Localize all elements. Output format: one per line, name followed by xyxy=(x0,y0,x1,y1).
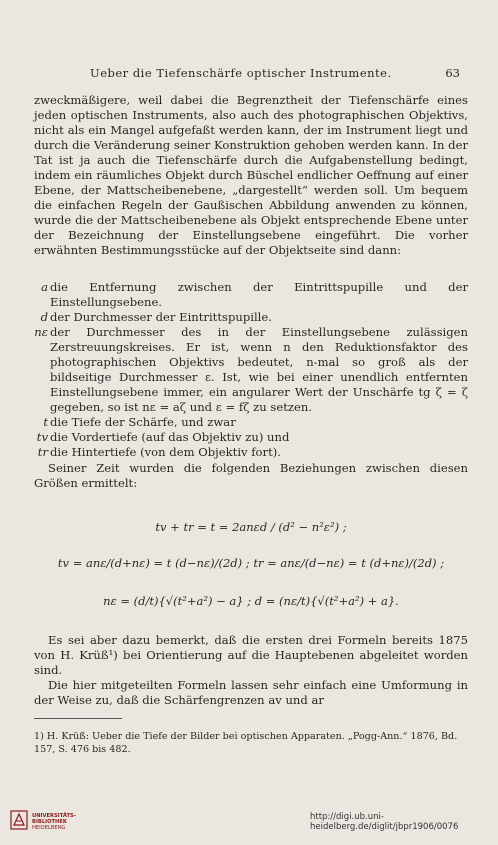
definition-text: die Vordertiefe (auf das Objektiv zu) und xyxy=(50,430,290,444)
definition-symbol: d xyxy=(40,310,48,324)
definition-item xyxy=(34,430,468,445)
paragraph-transformation: Die hier mitgeteilten Formeln lassen sehr einfach eine Umformung in der Weise zu, daß die Schärfengrenzen av und ar xyxy=(34,678,468,707)
paragraph-remark: Es sei aber dazu bemerkt, daß die ersten drei Formeln bereits 1875 von H. Krüß¹) bei Orientierung auf die Hauptebenen abgeleitet worden sind. xyxy=(34,633,468,677)
definition-symbol: a xyxy=(41,280,48,294)
definition-symbol: nε xyxy=(34,325,48,339)
definition-text: die Tiefe der Schärfe, und zwar xyxy=(50,415,236,429)
definition-item xyxy=(34,445,468,460)
library-name-line3: HEIDELBERG xyxy=(32,825,66,831)
source-url-link[interactable]: http://digi.ub.uni-heidelberg.de/diglit/jbpr1906/0076 xyxy=(310,812,459,832)
equation-1: tv + tr = t = 2anεd / (d² − n²ε²) ; xyxy=(155,520,347,534)
equation-3: nε = (d/t){√(t²+a²) − a} ; d = (nε/t){√(t²+a²) + a}. xyxy=(103,594,399,608)
paragraph-relations: Seiner Zeit wurden die folgenden Beziehungen zwischen diesen Größen ermittelt: xyxy=(34,461,468,490)
library-name-line2: BIBLIOTHEK xyxy=(32,819,67,825)
paragraph-intro: zweckmäßigere, weil dabei die Begrenztheit der Tiefenschärfe eines jeden optischen Instruments, also auch des photographischen Objektivs, nicht als ein Mangel aufgefaßt werden kann, der im Instrument liegt und durch die Veränderung seiner Konstruktion gehoben werden kann. In der Tat ist ja auch die Tiefenschärfe durch die Aufgabenstellung bedingt, indem ein räumliches Objekt durch Büschel endlicher Oeffnung auf einer Ebene, der Mattscheibenebene, „dargestellt“ werden soll. Um bequem die einfachen Regeln der Gaußischen Abbildung anwenden zu können, wurde die der Mattscheibenebene als Objekt entsprechende Ebene unter der Bezeichnung der Einstellungsebene eingeführt. Die vorher erwähnten Bestimmungsstücke auf der Objektseite sind dann: xyxy=(34,93,468,257)
footnote-rule xyxy=(34,718,122,719)
definition-text: die Hintertiefe (von dem Objektiv fort). xyxy=(50,445,281,459)
definition-item xyxy=(34,310,468,325)
definition-symbol: t xyxy=(43,415,48,429)
page-number: 63 xyxy=(445,66,460,80)
library-name-line1: UNIVERSITÄTS- xyxy=(32,813,76,819)
equation-2: tv = anε/(d+nε) = t (d−nε)/(2d) ; tr = anε/(d−nε) = t (d+nε)/(2d) ; xyxy=(57,556,445,570)
running-title: Ueber die Tiefenschärfe optischer Instrumente. xyxy=(90,66,392,80)
definition-text: die Entfernung zwischen der Eintrittspupille und der Einstellungsebene. xyxy=(50,280,468,309)
main-text xyxy=(34,93,468,258)
definition-item xyxy=(34,280,468,310)
footnote: 1) H. Krüß: Ueber die Tiefe der Bilder bei optischen Apparaten. „Pogg-Ann.“ 1876, Bd. 157, S. 476 bis 482. xyxy=(34,731,458,755)
library-emblem-icon xyxy=(10,810,28,830)
definition-item xyxy=(34,325,468,415)
definition-symbol: tr xyxy=(37,445,48,459)
definition-list xyxy=(34,280,468,491)
definition-text: der Durchmesser des in der Einstellungsebene zulässigen Zerstreuungskreises. Er ist, wenn n den Reduktionsfaktor des photographischen Objektivs bedeutet, n-mal so groß als der bildseitige Durchmesser ε. Ist, wie bei einer unendlich entfernten Einstellungsebene immer, ein angularer Wert der Unschärfe tg ζ = ζ gegeben, so ist nε = aζ und ε = fζ zu setzen. xyxy=(50,325,468,414)
definition-text: der Durchmesser der Eintrittspupille. xyxy=(50,310,272,324)
closing-text xyxy=(34,633,468,708)
definition-item xyxy=(34,415,468,430)
definition-symbol: tv xyxy=(36,430,48,444)
